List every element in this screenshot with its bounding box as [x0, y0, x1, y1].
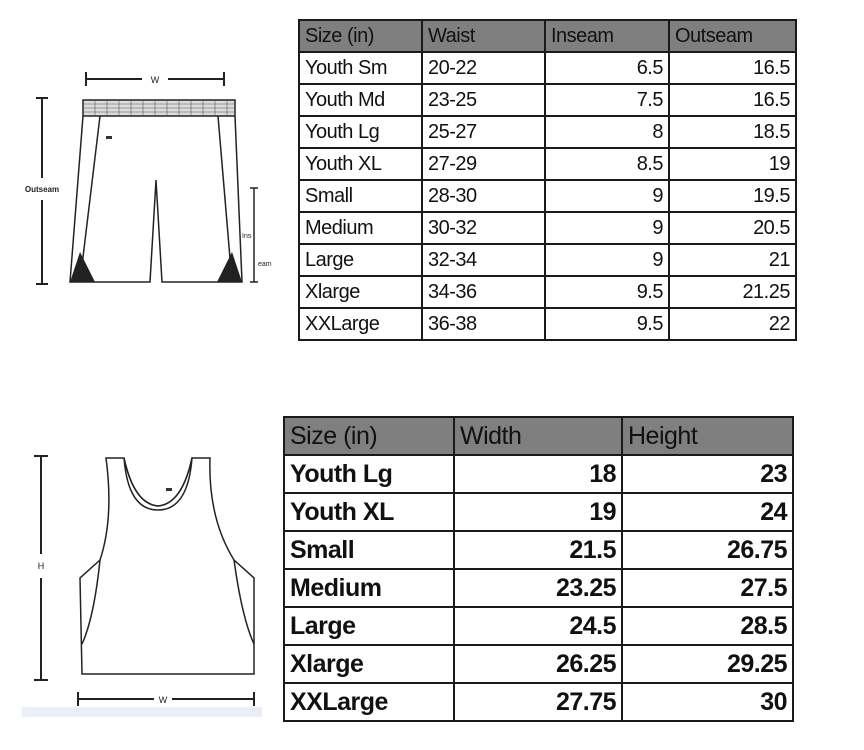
value-cell: 28.5	[622, 607, 793, 645]
size-cell: XXLarge	[284, 683, 454, 721]
table-row	[284, 455, 793, 493]
value-cell: 20-22	[422, 52, 545, 84]
value-cell: 25-27	[422, 116, 545, 148]
value-cell: 9	[545, 180, 669, 212]
shorts-inseam-label: Ins	[242, 233, 252, 240]
jersey-diagram	[22, 448, 267, 710]
size-cell: Xlarge	[284, 645, 454, 683]
size-cell: Youth XL	[299, 148, 422, 180]
value-cell: 8.5	[545, 148, 669, 180]
value-cell: 26.25	[454, 645, 622, 683]
size-cell: Large	[284, 607, 454, 645]
value-cell: 21.25	[669, 276, 796, 308]
size-cell: Youth Md	[299, 84, 422, 116]
shorts-table-header-row	[299, 20, 796, 52]
column-header: Size (in)	[284, 417, 454, 455]
value-cell: 20.5	[669, 212, 796, 244]
table-row	[299, 116, 796, 148]
value-cell: 30	[622, 683, 793, 721]
table-row	[299, 148, 796, 180]
value-cell: 6.5	[545, 52, 669, 84]
column-header: Height	[622, 417, 793, 455]
value-cell: 16.5	[669, 52, 796, 84]
value-cell: 21	[669, 244, 796, 276]
value-cell: 9	[545, 212, 669, 244]
size-cell: Xlarge	[299, 276, 422, 308]
table-row	[299, 244, 796, 276]
shorts-diagram	[20, 60, 280, 300]
value-cell: 30-32	[422, 212, 545, 244]
table-row	[284, 607, 793, 645]
value-cell: 23	[622, 455, 793, 493]
value-cell: 18	[454, 455, 622, 493]
table-row	[299, 84, 796, 116]
value-cell: 27.75	[454, 683, 622, 721]
value-cell: 24.5	[454, 607, 622, 645]
column-header: Size (in)	[299, 20, 422, 52]
value-cell: 27.5	[622, 569, 793, 607]
size-cell: Youth Sm	[299, 52, 422, 84]
value-cell: 9.5	[545, 308, 669, 340]
value-cell: 36-38	[422, 308, 545, 340]
table-row	[284, 493, 793, 531]
value-cell: 9	[545, 244, 669, 276]
size-cell: Youth Lg	[284, 455, 454, 493]
value-cell: 26.75	[622, 531, 793, 569]
table-row	[299, 52, 796, 84]
value-cell: 16.5	[669, 84, 796, 116]
shorts-outseam-label: Outseam	[24, 185, 60, 194]
table-row	[284, 569, 793, 607]
value-cell: 8	[545, 116, 669, 148]
value-cell: 22	[669, 308, 796, 340]
size-cell: Large	[299, 244, 422, 276]
value-cell: 21.5	[454, 531, 622, 569]
jersey-size-table	[283, 416, 794, 722]
value-cell: 27-29	[422, 148, 545, 180]
size-cell: Medium	[284, 569, 454, 607]
jersey-table-header-row	[284, 417, 793, 455]
size-cell: XXLarge	[299, 308, 422, 340]
value-cell: 19.5	[669, 180, 796, 212]
size-cell: Small	[299, 180, 422, 212]
value-cell: 19	[454, 493, 622, 531]
table-row	[284, 645, 793, 683]
table-row	[299, 212, 796, 244]
value-cell: 23.25	[454, 569, 622, 607]
value-cell: 19	[669, 148, 796, 180]
shorts-outline	[70, 100, 242, 282]
size-cell: Youth Lg	[299, 116, 422, 148]
shorts-seam-label: eam	[258, 261, 272, 268]
value-cell: 24	[622, 493, 793, 531]
jersey-logo-mark	[166, 488, 172, 491]
column-header: Width	[454, 417, 622, 455]
value-cell: 29.25	[622, 645, 793, 683]
table-row	[299, 180, 796, 212]
value-cell: 7.5	[545, 84, 669, 116]
table-row	[299, 276, 796, 308]
logo-mark	[106, 136, 112, 139]
table-row	[284, 531, 793, 569]
value-cell: 9.5	[545, 276, 669, 308]
size-cell: Medium	[299, 212, 422, 244]
jersey-width-label: W	[158, 695, 168, 705]
value-cell: 18.5	[669, 116, 796, 148]
value-cell: 28-30	[422, 180, 545, 212]
shorts-size-table	[298, 19, 797, 341]
size-cell: Youth XL	[284, 493, 454, 531]
table-row	[284, 683, 793, 721]
column-header: Waist	[422, 20, 545, 52]
value-cell: 32-34	[422, 244, 545, 276]
jersey-height-label: H	[37, 561, 45, 571]
column-header: Inseam	[545, 20, 669, 52]
column-header: Outseam	[669, 20, 796, 52]
bottom-strip	[22, 707, 262, 717]
value-cell: 23-25	[422, 84, 545, 116]
size-cell: Small	[284, 531, 454, 569]
table-row	[299, 308, 796, 340]
shorts-width-label: W	[150, 75, 160, 85]
value-cell: 34-36	[422, 276, 545, 308]
